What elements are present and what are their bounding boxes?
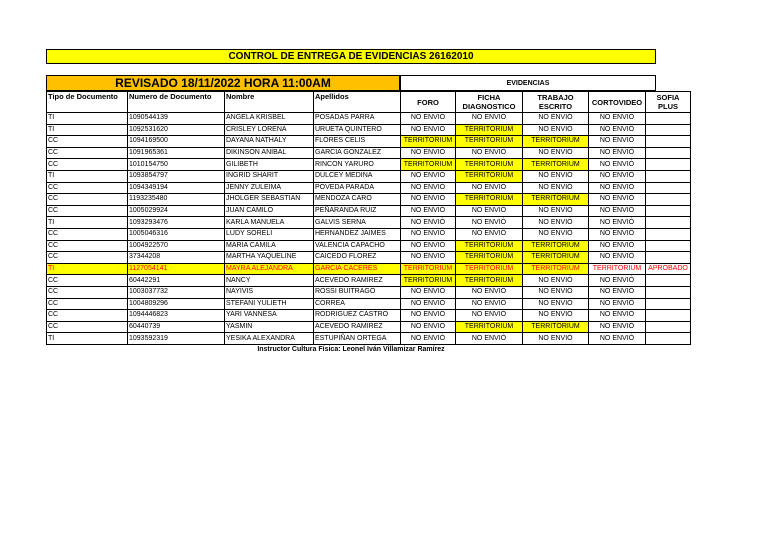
cell-apellidos: RINCON YARURO xyxy=(314,159,401,171)
cell-nombre: CRISLEY LORENA xyxy=(225,124,314,136)
cell-cortovideo: NO ENVIÓ xyxy=(589,159,646,171)
table-row xyxy=(47,321,691,333)
cell-tipo: TI xyxy=(47,124,128,136)
cell-foro: NO ENVIÓ xyxy=(401,252,456,264)
header-numero: Numero de Documento xyxy=(128,92,225,113)
cell-nombre: KARLA MANUELA xyxy=(225,217,314,229)
table-row xyxy=(47,182,691,194)
table-row xyxy=(47,228,691,240)
cell-foro: NO ENVIÓ xyxy=(401,298,456,310)
table-row xyxy=(47,136,691,148)
table-row xyxy=(47,240,691,252)
cell-apellidos: ACEVEDO RAMIREZ xyxy=(314,275,401,287)
cell-foro: NO ENVIÓ xyxy=(401,205,456,217)
cell-tipo: CC xyxy=(47,310,128,322)
table-row xyxy=(47,170,691,182)
cell-tipo: CC xyxy=(47,136,128,148)
cell-nombre: GILIBETH xyxy=(225,159,314,171)
cell-foro: TERRITORIUM xyxy=(401,159,456,171)
cell-cortovideo: NO ENVIÓ xyxy=(589,333,646,345)
cell-foro: NO ENVIÓ xyxy=(401,286,456,298)
cell-sofia xyxy=(646,228,691,240)
cell-sofia xyxy=(646,136,691,148)
cell-numero: 37344208 xyxy=(128,252,225,264)
cell-numero: 1004922570 xyxy=(128,240,225,252)
cell-cortovideo: NO ENVIÓ xyxy=(589,275,646,287)
evidencias-header: EVIDENCIAS xyxy=(400,75,656,91)
table-row xyxy=(47,310,691,322)
cell-foro: NO ENVIÓ xyxy=(401,333,456,345)
cell-foro: TERRITORIUM xyxy=(401,275,456,287)
header-apellidos: Apellidos xyxy=(314,92,401,113)
cell-cortovideo: NO ENVIÓ xyxy=(589,240,646,252)
cell-cortovideo: NO ENVIÓ xyxy=(589,113,646,125)
cell-apellidos: POVEDA PARADA xyxy=(314,182,401,194)
header-foro: FORO xyxy=(401,92,456,113)
cell-numero: 60440739 xyxy=(128,321,225,333)
cell-trabajo: TERRITORIUM xyxy=(523,159,589,171)
cell-apellidos: HERNANDEZ JAIMES xyxy=(314,228,401,240)
cell-trabajo: TERRITORIUM xyxy=(523,263,589,275)
cell-apellidos: CORREA xyxy=(314,298,401,310)
table-row xyxy=(47,194,691,206)
cell-foro: NO ENVIÓ xyxy=(401,113,456,125)
cell-ficha: TERRITORIUM xyxy=(456,170,523,182)
cell-apellidos: CAICEDO FLOREZ xyxy=(314,252,401,264)
cell-nombre: NAYIVIS xyxy=(225,286,314,298)
cell-ficha: NO ENVIÓ xyxy=(456,147,523,159)
cell-numero: 1093592319 xyxy=(128,333,225,345)
cell-sofia xyxy=(646,147,691,159)
cell-trabajo: NO ENVIÓ xyxy=(523,286,589,298)
cell-ficha: TERRITORIUM xyxy=(456,159,523,171)
cell-cortovideo: NO ENVIÓ xyxy=(589,136,646,148)
cell-numero: 1094446823 xyxy=(128,310,225,322)
cell-sofia: APROBADO xyxy=(646,263,691,275)
cell-nombre: DAYANA NATHALY xyxy=(225,136,314,148)
cell-nombre: JHOLGER SEBASTIAN xyxy=(225,194,314,206)
cell-numero: 1094349194 xyxy=(128,182,225,194)
cell-trabajo: TERRITORIUM xyxy=(523,136,589,148)
cell-trabajo: NO ENVIÓ xyxy=(523,310,589,322)
cell-tipo: CC xyxy=(47,298,128,310)
cell-trabajo: NO ENVIÓ xyxy=(523,275,589,287)
cell-ficha: NO ENVIÓ xyxy=(456,310,523,322)
cell-sofia xyxy=(646,159,691,171)
cell-foro: NO ENVIÓ xyxy=(401,240,456,252)
cell-tipo: TI xyxy=(47,113,128,125)
cell-apellidos: ACEVEDO RAMIREZ xyxy=(314,321,401,333)
cell-ficha: NO ENVIÓ xyxy=(456,286,523,298)
cell-cortovideo: NO ENVIÓ xyxy=(589,217,646,229)
cell-tipo: TI xyxy=(47,333,128,345)
cell-sofia xyxy=(646,217,691,229)
table-body xyxy=(47,113,691,345)
table-header-row xyxy=(47,92,691,113)
header-ficha: FICHA DIAGNOSTICO xyxy=(456,92,523,113)
cell-tipo: CC xyxy=(47,182,128,194)
cell-apellidos: DULCEY MEDINA xyxy=(314,170,401,182)
cell-foro: NO ENVIÓ xyxy=(401,170,456,182)
cell-trabajo: NO ENVIÓ xyxy=(523,113,589,125)
cell-cortovideo: TERRITORIUM xyxy=(589,263,646,275)
table-row xyxy=(47,159,691,171)
cell-sofia xyxy=(646,194,691,206)
cell-apellidos: GALVIS SERNA xyxy=(314,217,401,229)
cell-ficha: TERRITORIUM xyxy=(456,252,523,264)
cell-ficha: TERRITORIUM xyxy=(456,321,523,333)
cell-numero: 1010154750 xyxy=(128,159,225,171)
cell-sofia xyxy=(646,298,691,310)
header-tipo: Tipo de Documento xyxy=(47,92,128,113)
cell-tipo: TI xyxy=(47,170,128,182)
cell-cortovideo: NO ENVIÓ xyxy=(589,182,646,194)
cell-tipo: CC xyxy=(47,159,128,171)
evidence-table xyxy=(46,91,691,345)
cell-sofia xyxy=(646,240,691,252)
cell-numero: 60442291 xyxy=(128,275,225,287)
cell-tipo: CC xyxy=(47,275,128,287)
cell-cortovideo: NO ENVIÓ xyxy=(589,205,646,217)
cell-trabajo: NO ENVIÓ xyxy=(523,170,589,182)
table-row xyxy=(47,286,691,298)
cell-apellidos: FLORES CELIS xyxy=(314,136,401,148)
cell-ficha: TERRITORIUM xyxy=(456,275,523,287)
cell-cortovideo: NO ENVIÓ xyxy=(589,124,646,136)
cell-numero: 1090544139 xyxy=(128,113,225,125)
cell-sofia xyxy=(646,113,691,125)
cell-nombre: ANGELA KRISBEL xyxy=(225,113,314,125)
cell-ficha: NO ENVIÓ xyxy=(456,298,523,310)
cell-ficha: NO ENVIÓ xyxy=(456,333,523,345)
cell-cortovideo: NO ENVIÓ xyxy=(589,228,646,240)
cell-apellidos: GARCIA GONZALEZ xyxy=(314,147,401,159)
cell-numero: 1127054141 xyxy=(128,263,225,275)
cell-tipo: TI xyxy=(47,217,128,229)
cell-nombre: DIKINSON ANIBAL xyxy=(225,147,314,159)
cell-cortovideo: NO ENVIÓ xyxy=(589,298,646,310)
cell-ficha: NO ENVIÓ xyxy=(456,228,523,240)
cell-tipo: CC xyxy=(47,147,128,159)
cell-nombre: JENNY ZULEIMA xyxy=(225,182,314,194)
cell-tipo: TI xyxy=(47,263,128,275)
table-row xyxy=(47,124,691,136)
cell-nombre: JUAN CAMILO xyxy=(225,205,314,217)
cell-trabajo: NO ENVIÓ xyxy=(523,182,589,194)
cell-trabajo: TERRITORIUM xyxy=(523,240,589,252)
cell-sofia xyxy=(646,333,691,345)
cell-numero: 1093854797 xyxy=(128,170,225,182)
cell-apellidos: ROSSI BUITRAGO xyxy=(314,286,401,298)
cell-numero: 1193235480 xyxy=(128,194,225,206)
cell-cortovideo: NO ENVIÓ xyxy=(589,252,646,264)
cell-ficha: TERRITORIUM xyxy=(456,136,523,148)
cell-foro: TERRITORIUM xyxy=(401,263,456,275)
cell-nombre: YARI VANNESA xyxy=(225,310,314,322)
cell-trabajo: TERRITORIUM xyxy=(523,321,589,333)
cell-tipo: CC xyxy=(47,286,128,298)
cell-ficha: NO ENVIÓ xyxy=(456,217,523,229)
cell-numero: 1003037732 xyxy=(128,286,225,298)
instructor-footer: Instructor Cultura Física: Leonel Iván Villamizar Ramírez xyxy=(257,346,445,353)
cell-cortovideo: NO ENVIÓ xyxy=(589,310,646,322)
cell-numero: 1094169500 xyxy=(128,136,225,148)
cell-tipo: CC xyxy=(47,252,128,264)
cell-numero: 1004809296 xyxy=(128,298,225,310)
cell-foro: NO ENVIÓ xyxy=(401,321,456,333)
cell-apellidos: POSADAS PARRA xyxy=(314,113,401,125)
cell-nombre: STEFANI YULIETH xyxy=(225,298,314,310)
table-row xyxy=(47,263,691,275)
cell-foro: NO ENVIÓ xyxy=(401,228,456,240)
cell-numero: 1092531620 xyxy=(128,124,225,136)
cell-foro: NO ENVIÓ xyxy=(401,217,456,229)
table-row xyxy=(47,298,691,310)
cell-tipo: CC xyxy=(47,228,128,240)
cell-apellidos: URUETA QUINTERO xyxy=(314,124,401,136)
cell-tipo: CC xyxy=(47,205,128,217)
cell-foro: NO ENVIÓ xyxy=(401,147,456,159)
cell-apellidos: ESTUPIÑAN ORTEGA xyxy=(314,333,401,345)
cell-trabajo: NO ENVIÓ xyxy=(523,147,589,159)
cell-sofia xyxy=(646,170,691,182)
cell-nombre: MARTHA YAQUELINE xyxy=(225,252,314,264)
cell-nombre: MAYRA ALEJANDRA xyxy=(225,263,314,275)
cell-ficha: TERRITORIUM xyxy=(456,124,523,136)
cell-sofia xyxy=(646,286,691,298)
cell-apellidos: PEÑARANDA RUIZ xyxy=(314,205,401,217)
table-row xyxy=(47,113,691,125)
cell-foro: NO ENVIÓ xyxy=(401,124,456,136)
cell-sofia xyxy=(646,252,691,264)
cell-nombre: YESIKA ALEXANDRA xyxy=(225,333,314,345)
cell-numero: 1005029924 xyxy=(128,205,225,217)
cell-ficha: TERRITORIUM xyxy=(456,194,523,206)
cell-sofia xyxy=(646,321,691,333)
cell-tipo: CC xyxy=(47,194,128,206)
cell-cortovideo: NO ENVIÓ xyxy=(589,286,646,298)
cell-ficha: NO ENVIÓ xyxy=(456,113,523,125)
cell-numero: 1093293476 xyxy=(128,217,225,229)
cell-ficha: NO ENVIÓ xyxy=(456,205,523,217)
cell-nombre: LUDY SORELI xyxy=(225,228,314,240)
cell-sofia xyxy=(646,124,691,136)
cell-sofia xyxy=(646,182,691,194)
cell-trabajo: NO ENVIÓ xyxy=(523,205,589,217)
cell-nombre: MARIA CAMILA xyxy=(225,240,314,252)
cell-foro: NO ENVIÓ xyxy=(401,182,456,194)
cell-foro: TERRITORIUM xyxy=(401,136,456,148)
cell-trabajo: NO ENVIÓ xyxy=(523,217,589,229)
header-trabajo: TRABAJO ESCRITO xyxy=(523,92,589,113)
cell-ficha: TERRITORIUM xyxy=(456,263,523,275)
cell-trabajo: NO ENVIÓ xyxy=(523,124,589,136)
table-row xyxy=(47,333,691,345)
cell-trabajo: NO ENVIÓ xyxy=(523,298,589,310)
table-row xyxy=(47,275,691,287)
cell-apellidos: VALENCIA CAPACHO xyxy=(314,240,401,252)
cell-foro: NO ENVIÓ xyxy=(401,310,456,322)
page-title: CONTROL DE ENTREGA DE EVIDENCIAS 26162010 xyxy=(46,49,656,64)
cell-trabajo: NO ENVIÓ xyxy=(523,228,589,240)
cell-nombre: INGRID SHARIT xyxy=(225,170,314,182)
cell-foro: NO ENVIÓ xyxy=(401,194,456,206)
cell-ficha: NO ENVIÓ xyxy=(456,182,523,194)
revisado-banner: REVISADO 18/11/2022 HORA 11:00AM xyxy=(46,75,400,91)
cell-apellidos: GARCIA CACERES xyxy=(314,263,401,275)
header-cortovideo: CORTOVIDEO xyxy=(589,92,646,113)
cell-apellidos: MENDOZA CARO xyxy=(314,194,401,206)
header-sofia: SOFIA PLUS xyxy=(646,92,691,113)
cell-cortovideo: NO ENVIÓ xyxy=(589,147,646,159)
cell-nombre: NANCY xyxy=(225,275,314,287)
table-row xyxy=(47,217,691,229)
cell-trabajo: NO ENVIÓ xyxy=(523,333,589,345)
header-nombre: Nombre xyxy=(225,92,314,113)
cell-sofia xyxy=(646,310,691,322)
cell-numero: 1091965361 xyxy=(128,147,225,159)
cell-numero: 1005046316 xyxy=(128,228,225,240)
table-row xyxy=(47,147,691,159)
cell-tipo: CC xyxy=(47,240,128,252)
cell-nombre: YASMIN xyxy=(225,321,314,333)
cell-ficha: TERRITORIUM xyxy=(456,240,523,252)
cell-cortovideo: NO ENVIÓ xyxy=(589,194,646,206)
table-row xyxy=(47,252,691,264)
cell-trabajo: TERRITORIUM xyxy=(523,252,589,264)
table-row xyxy=(47,205,691,217)
cell-sofia xyxy=(646,205,691,217)
cell-trabajo: TERRITORIUM xyxy=(523,194,589,206)
cell-cortovideo: NO ENVIÓ xyxy=(589,321,646,333)
cell-apellidos: RODRIGUEZ CASTRO xyxy=(314,310,401,322)
cell-cortovideo: NO ENVIÓ xyxy=(589,170,646,182)
cell-tipo: CC xyxy=(47,321,128,333)
cell-sofia xyxy=(646,275,691,287)
